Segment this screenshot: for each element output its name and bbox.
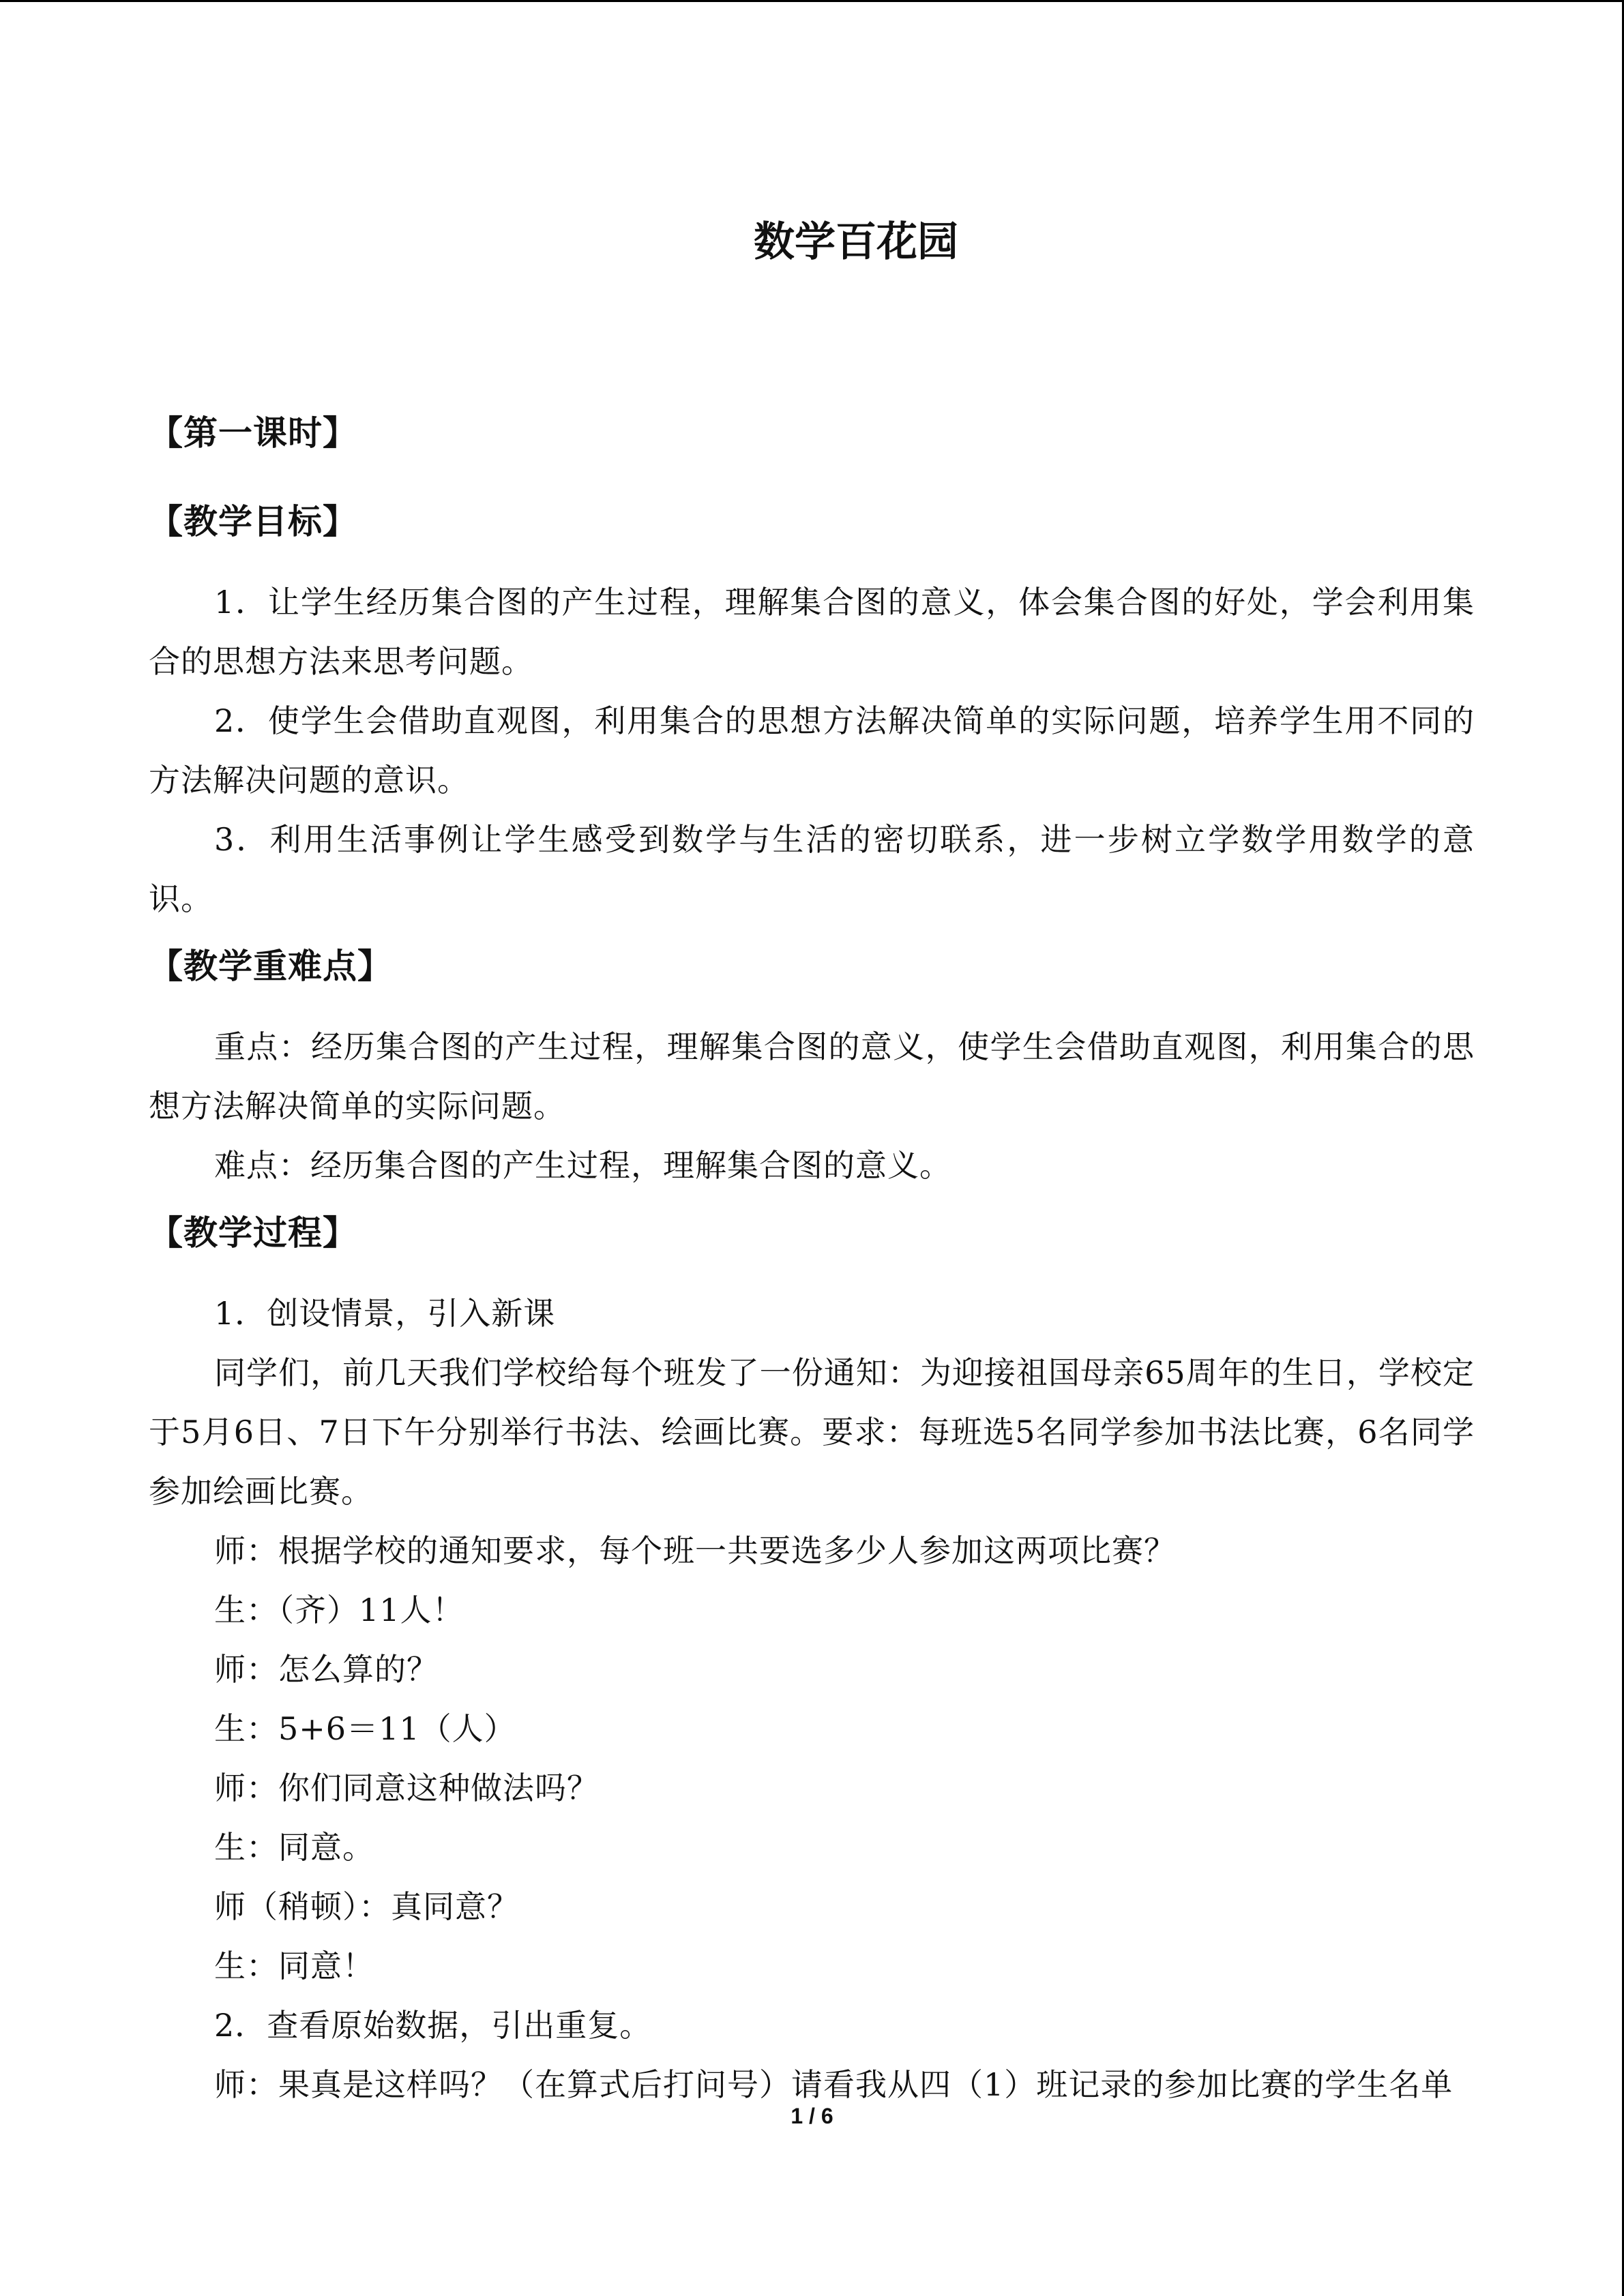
goal-item: 3．利用生活事例让学生感受到数学与生活的密切联系，进一步树立学数学用数学的意识。 <box>149 821 1475 917</box>
process-item: 1．创设情景，引入新课 <box>214 1295 556 1332</box>
process-item: 师：怎么算的？ <box>214 1651 439 1688</box>
process-item: 师：你们同意这种做法吗？ <box>214 1770 599 1806</box>
key-point-item: 重点：经历集合图的产生过程，理解集合图的意义，使学生会借助直观图，利用集合的思想方法解决简单的实际问题。 <box>149 1028 1475 1124</box>
goals-heading: 【教学目标】 <box>149 501 357 541</box>
process-item: 生：5+6＝11（人） <box>214 1710 516 1747</box>
process-item: 2．查看原始数据，引出重复。 <box>214 2007 652 2044</box>
goal-item: 1．让学生经历集合图的产生过程，理解集合图的意义，体会集合图的好处，学会利用集合的思想方法来思考问题。 <box>149 584 1475 680</box>
key-points-heading: 【教学重难点】 <box>149 946 392 986</box>
document-body <box>149 198 1475 2115</box>
goal-item: 2．使学生会借助直观图，利用集合的思想方法解决简单的实际问题，培养学生用不同的方法解决问题的意识。 <box>149 702 1475 799</box>
document-title: 数学百花园 <box>754 218 958 266</box>
process-item: 师：果真是这样吗？（在算式后打问号）请看我从四（1）班记录的参加比赛的学生名单 <box>214 2066 1453 2103</box>
process-item: 师（稍顿）：真同意？ <box>214 1888 519 1925</box>
page-top-border <box>0 0 1624 2</box>
process-item: 生：（齐）11人！ <box>214 1592 464 1628</box>
lesson-heading: 【第一课时】 <box>149 413 357 453</box>
process-item: 师：根据学校的通知要求，每个班一共要选多少人参加这两项比赛？ <box>214 1532 1176 1569</box>
title-spacer <box>149 286 1475 396</box>
page-number: 1 / 6 <box>791 2104 833 2128</box>
process-item: 生：同意！ <box>214 1948 374 1984</box>
process-item: 生：同意。 <box>214 1829 374 1866</box>
key-point-item: 难点：经历集合图的产生过程，理解集合图的意义。 <box>214 1147 951 1184</box>
process-item: 同学们，前几天我们学校给每个班发了一份通知：为迎接祖国母亲65周年的生日，学校定于5月6日、7日下午分别举行书法、绘画比赛。要求：每班选5名同学参加书法比赛，6名同学参加绘画比赛。 <box>149 1354 1475 1510</box>
process-heading: 【教学过程】 <box>149 1212 357 1253</box>
